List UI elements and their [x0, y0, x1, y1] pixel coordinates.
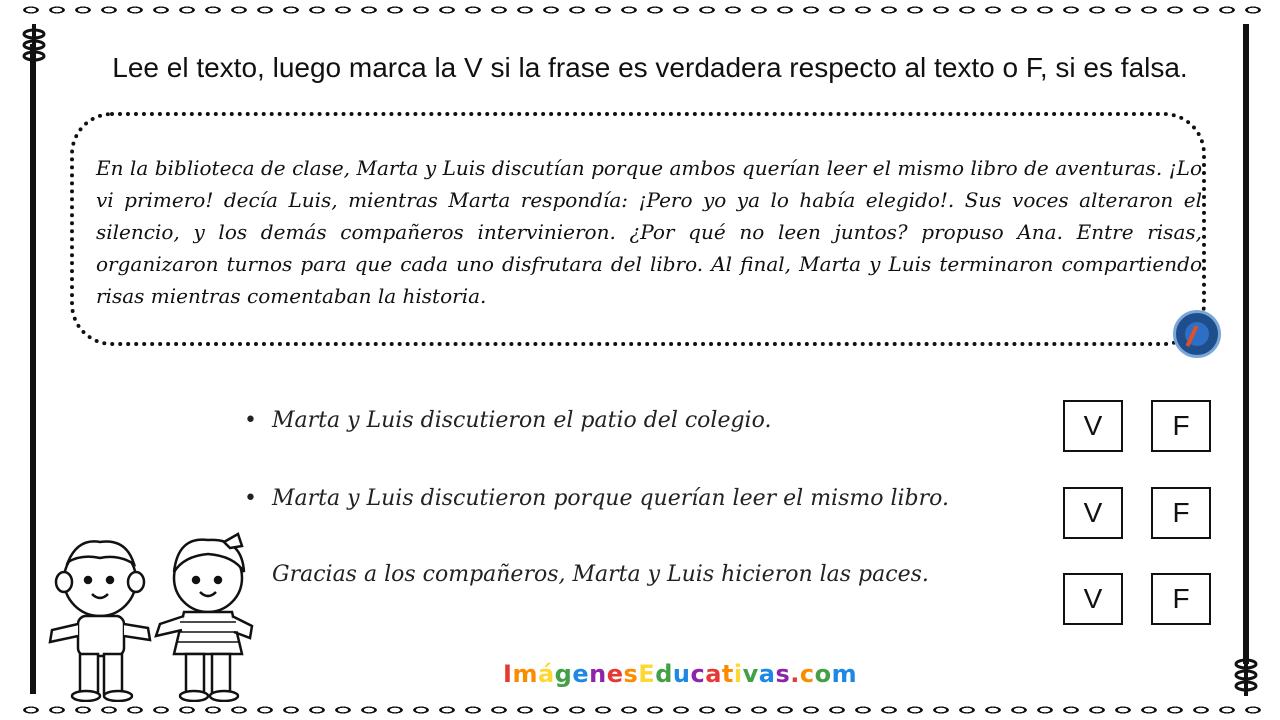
right-border-bar: [1243, 24, 1249, 664]
true-box-2[interactable]: V: [1063, 487, 1123, 539]
top-chain-border: [18, 4, 1262, 16]
site-logo-letter: d: [655, 660, 673, 688]
publisher-logo-icon: [1173, 310, 1221, 358]
false-box-3[interactable]: F: [1151, 573, 1211, 625]
false-box-2[interactable]: F: [1151, 487, 1211, 539]
site-logo-letter: a: [705, 660, 722, 688]
site-logo-letter: o: [814, 660, 832, 688]
true-box-3[interactable]: V: [1063, 573, 1123, 625]
site-logo-letter: u: [672, 660, 691, 688]
statement-3: [244, 562, 929, 587]
site-logo-letter: s: [775, 660, 791, 688]
site-logo-letter: t: [721, 660, 734, 688]
site-logo-letter: c: [799, 660, 815, 688]
statement-1: [244, 408, 771, 433]
site-logo-letter: á: [537, 660, 555, 688]
two-children-illustration: [38, 532, 274, 702]
bullet: •: [244, 408, 257, 433]
site-logo-letter: a: [758, 660, 776, 688]
knot-ornament-icon: [1233, 654, 1259, 696]
statement-2: [244, 486, 949, 511]
statement-text: Marta y Luis discutieron porque querían leer el mismo libro.: [272, 486, 950, 511]
knot-ornament-icon: [21, 24, 47, 66]
site-logo-text[interactable]: [503, 660, 858, 688]
instructions-heading: Lee el texto, luego marca la V si la frase es verdadera respecto al texto o F, si es falsa.: [112, 52, 1188, 83]
site-logo-letter: E: [638, 660, 656, 688]
site-logo-letter: s: [623, 660, 639, 688]
site-logo-letter: n: [589, 660, 607, 688]
statement-text: Gracias a los compañeros, Marta y Luis hicieron las paces.: [272, 562, 929, 587]
true-box-1[interactable]: V: [1063, 400, 1123, 452]
site-logo-letter: e: [572, 660, 590, 688]
site-logo-letter: g: [554, 660, 573, 688]
site-logo-letter: e: [606, 660, 624, 688]
site-logo-letter: v: [742, 660, 759, 688]
site-logo-letter: c: [690, 660, 706, 688]
site-logo-letter: i: [733, 660, 743, 688]
site-logo-letter: m: [512, 660, 538, 688]
site-logo-letter: I: [503, 660, 513, 688]
bottom-chain-border: [18, 704, 1262, 716]
bullet: •: [244, 486, 257, 511]
statement-text: Marta y Luis discutieron el patio del colegio.: [272, 408, 772, 433]
left-border-bar: [30, 44, 36, 694]
site-logo-letter: m: [831, 660, 858, 688]
site-logo-letter: .: [790, 660, 800, 688]
story-text: En la biblioteca de clase, Marta y Luis discutían porque ambos querían leer el mismo libro de aventuras. ¡Lo vi primero! decía Luis, mientras Marta respondía: ¡Pero yo ya lo había elegido!. Sus voces alteraron el silencio, y los demás compañeros intervinieron. ¿Por qué no leen juntos? propuso Ana. Entre risas, organizaron turnos para que cada uno disfrutara del libro. Al final, Marta y Luis terminaron compartiendo risas mientras comentaban la historia.: [96, 156, 1202, 308]
false-box-1[interactable]: F: [1151, 400, 1211, 452]
